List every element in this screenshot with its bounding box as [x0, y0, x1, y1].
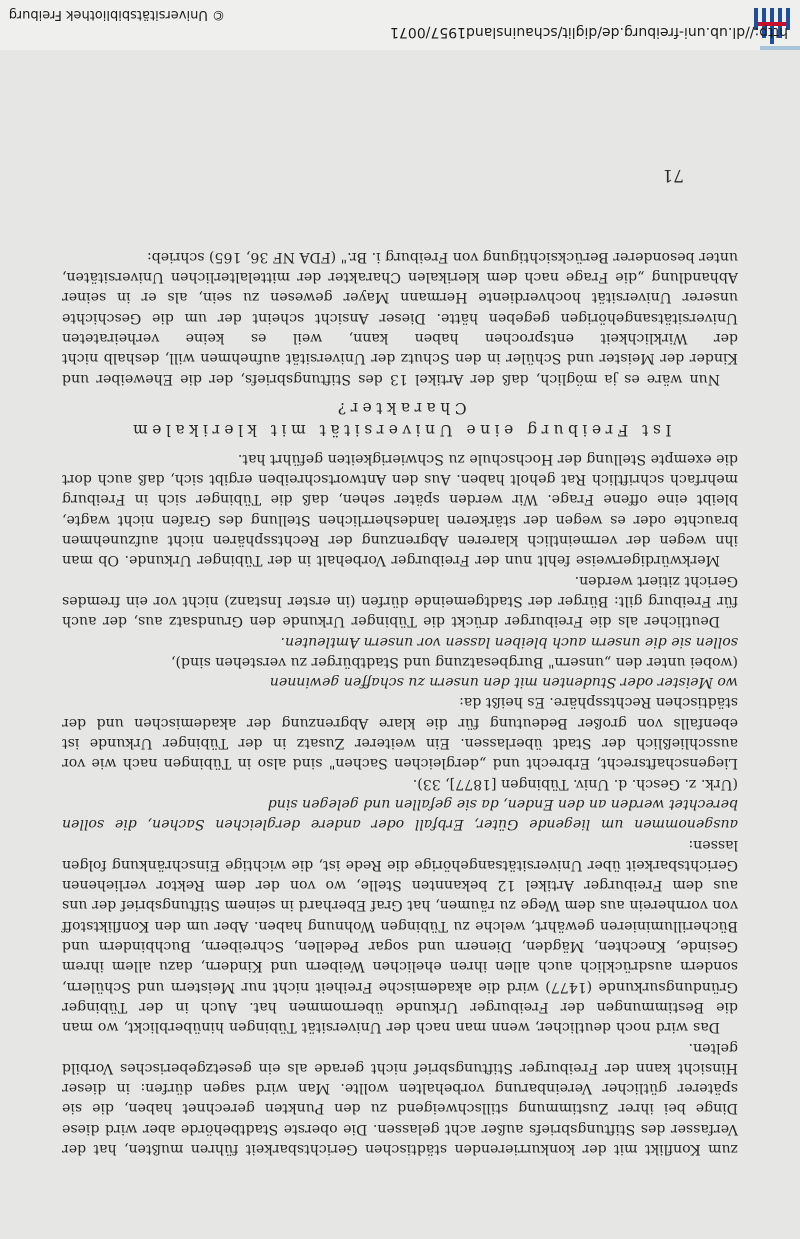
quotation: sollen sie die unsern auch bleiben lassen vor unsern Amtleuten. — [280, 633, 738, 650]
paragraph: Das wird noch deutlicher, wenn man nach der Universität Tübingen hinüberblickt, wo man die Bestimmungen der Freiburger Urkunde übernommen hat. Auch in der Tübinger Gründungsurkunde (1477) wird die akademische Freiheit nicht nur Meistern und Schülern, sondern ausdrücklich auch allen ihren ehelichen Weibern und Kindern, dazu allem ihrem Gesinde, Knechten, Mägden, Dienern und sogar Pedellen, Schreibern, Buchbindern und Bücherilluminieren gewährt, welche zu Tübingen Wohnung haben. Aber um den Konfliktstoff von vornherein aus dem Wege zu räumen, hat Graf Eberhard in seinem Stiftungsbrief der uns aus dem Freiburger Artikel 12 bekannten Stelle, wo von der dem Rektor verliehenen Gerichtsbarkeit über Universitätsangehörige die Rede ist, die wichtige Einschränkung folgen lassen: — [62, 836, 738, 1036]
quotation: wo Meister oder Studenten mit den unsern zu schaffen gewinnen — [269, 674, 738, 691]
paragraph: Merkwürdigerweise fehlt nun der Freiburger Vorbehalt in der Tübinger Urkunde. Ob man ihn wegen der vermeintlich klareren Abgrenzung der Rechtssphären nicht aufzunehmen brauchte oder es wegen der stärkeren landesherrlichen Stellung des Grafen nicht wagte, bleibt eine offene Frage. Wir werden später sehen, daß die Tübinger sich in Freiburg mehrfach schriftlich Rat geholt haben. Aus den Antwortschreiben ergibt sich, daß auch dort die exempte Stellung der Hochschule zu Schwierigkeiten geführt hat. — [62, 450, 738, 569]
page-number: 71 — [662, 165, 684, 185]
quotation: ausgenommen um liegende Güter, Erbfall oder andere dergleichen Sachen, die sollen berechtet werden an den Enden, da sie gefallen und gelegen sind — [62, 795, 738, 833]
copyright-text: © Universitätsbibliothek Freiburg — [8, 7, 225, 22]
paragraph: Nun wäre es ja möglich, daß der Artikel 13 des Stiftungsbriefs, der die Eheweiber und Kinder der Meister und Schüler in den Schutz der Universität aufnehmen will, deshalb nicht der Wirklichkeit entsprochen haben kann, weil es keine verheirateten Universitätsangehörigen gegeben hätte. Dieser Ansicht scheint der um die Geschichte unserer Universität hochverdiente Hermann Mayer gewesen zu sein, als er in seiner Abhandlung „die Frage nach dem klerikalen Charakter der mittelalterlichen Universitäten, unter besonderer Berücksichtigung von Freiburg i. Br." (FDA NF 36, 165) schrieb: — [62, 248, 738, 387]
library-footer-banner — [0, 0, 800, 50]
paragraph: zum Konflikt mit der konkurrierenden städtischen Gerichtsbarkeit führen mußten, hat der Verfasser des Stiftungsbriefs außer acht gelassen. Die oberste Stadtbehörde aber wird diese Dinge bei ihrer Zustimmung stillschweigend zu den Punkten gerechnet haben, die sie späterer gütlicher Vereinbarung vorbehalten wollte. Man wird sagen dürfen: in dieser Hinsicht kann der Freiburger Stiftungsbrief nicht gerade als ein gesetzgeberisches Vorbild gelten. — [62, 1039, 738, 1157]
paragraph: Deutlicher als die Freiburger drückt die Tübinger Urkunde den Grundsatz aus, der auch für Freiburg gilt: Bürger der Stadtgemeinde dürfen (in erster Instanz) nicht vor ein fremdes Gericht zitiert werden. — [62, 572, 738, 630]
citation: (Urk. z. Gesch. d. Univ. Tübingen [1877], 33). — [412, 775, 738, 792]
document-url-link[interactable]: http://dl.ub.uni-freiburg.de/diglit/schauinsland1957/0071 — [390, 24, 788, 40]
section-heading: Ist Freiburg eine Universität mit klerikalem Charakter? — [128, 398, 672, 439]
paragraph: (wobei unter den „unsern" Burgbesatzung und Stadtbürger zu verstehen sind), — [171, 653, 738, 670]
document-page — [0, 50, 800, 1239]
body-text — [62, 247, 738, 1159]
paragraph: Liegenschaftsrecht, Erbrecht und „dergleichen Sachen" sind also in Tübingen nach wie vor ausschließlich der Stadt überlassen. Ein weiterer Zusatz in der Tübinger Urkunde ist ebenfalls von großer Bedeutung für die klare Abgrenzung der akademischen und der städtischen Rechtssphäre. Es heißt da: — [62, 694, 738, 772]
